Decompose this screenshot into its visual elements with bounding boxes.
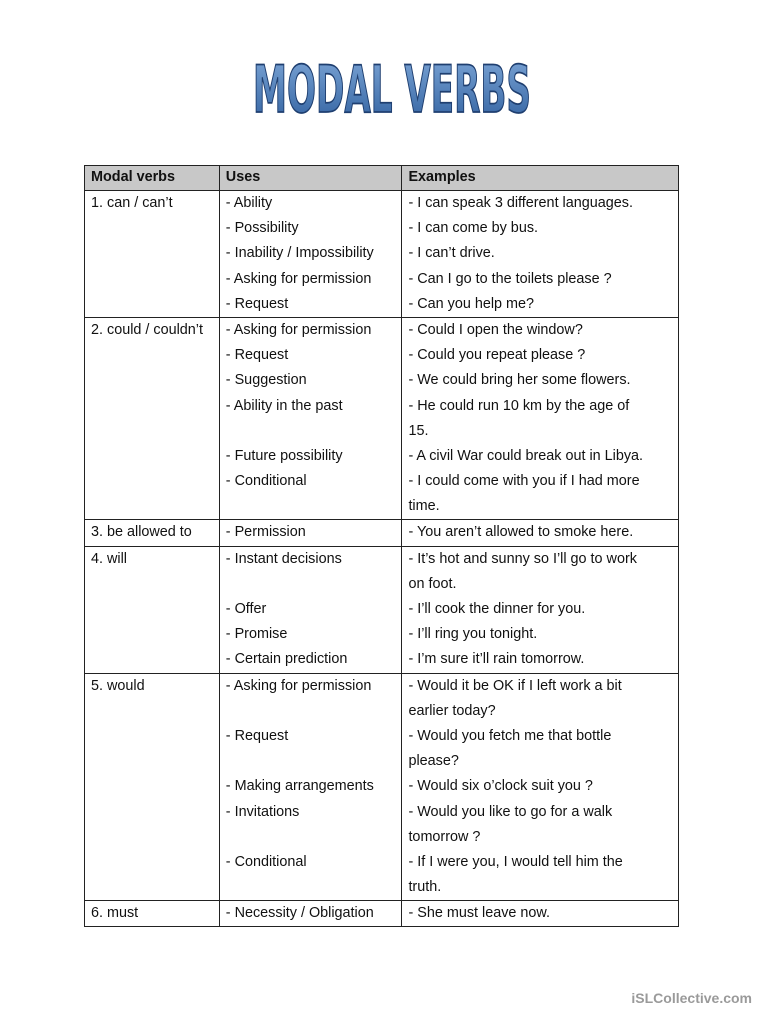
- use-line: - Request: [225, 295, 289, 312]
- modal-verb-label: 2. could / couldn’t: [91, 321, 203, 338]
- table-header-row: [85, 166, 679, 191]
- example-line: earlier today?: [408, 702, 496, 719]
- example-line: truth.: [408, 879, 442, 896]
- uses-cell: [219, 317, 402, 520]
- example-line: - Could you repeat please ?: [408, 347, 586, 364]
- page-title: MODAL VERBS: [253, 52, 532, 128]
- use-line: - Asking for permission: [225, 321, 372, 338]
- example-line: time.: [408, 498, 440, 515]
- example-line: - It’s hot and sunny so I’ll go to work: [408, 550, 637, 567]
- use-line: - Future possibility: [225, 447, 343, 464]
- examples-cell: [402, 191, 679, 318]
- uses-cell: [219, 901, 402, 927]
- table-row: [85, 901, 679, 927]
- example-line: - A civil War could break out in Libya.: [408, 447, 644, 464]
- modal-verb-cell: [85, 901, 220, 927]
- example-line: 15.: [408, 422, 429, 439]
- use-line: - Asking for permission: [225, 677, 372, 694]
- use-line: [226, 494, 402, 519]
- header-examples: Examples: [402, 166, 679, 191]
- modal-verb-label: 3. be allowed to: [91, 524, 192, 541]
- use-line: - Instant decisions: [225, 550, 342, 567]
- use-line: - Suggestion: [225, 372, 307, 389]
- example-line: - I’ll cook the dinner for you.: [408, 601, 586, 617]
- use-line: - Making arrangements: [225, 778, 374, 795]
- modal-verb-cell: [85, 191, 220, 318]
- table-body: [85, 191, 679, 927]
- header-uses: Uses: [219, 166, 402, 191]
- example-line: - Would you like to go for a walk: [408, 803, 613, 820]
- use-line: [226, 875, 402, 900]
- example-line: - I can come by bus.: [408, 220, 539, 237]
- examples-cell: [402, 546, 679, 673]
- example-line: - You aren’t allowed to smoke here.: [408, 524, 634, 541]
- example-line: - We could bring her some flowers.: [408, 372, 631, 389]
- example-line: - I could come with you if I had more: [408, 473, 640, 490]
- use-line: - Necessity / Obligation: [225, 905, 374, 922]
- use-line: [226, 825, 402, 850]
- modal-verb-cell: [85, 317, 220, 520]
- use-line: [226, 699, 402, 724]
- uses-cell: [219, 520, 402, 546]
- example-line: - Can I go to the toilets please ?: [408, 270, 612, 287]
- examples-cell: [402, 673, 679, 901]
- use-line: - Offer: [225, 601, 267, 617]
- table-row: [85, 520, 679, 546]
- example-line: - She must leave now.: [408, 905, 551, 922]
- table-row: [85, 317, 679, 520]
- uses-cell: [219, 191, 402, 318]
- use-line: - Ability: [225, 195, 273, 211]
- example-line: tomorrow ?: [408, 828, 481, 845]
- example-line: - Could I open the window?: [408, 321, 583, 338]
- use-line: - Certain prediction: [225, 651, 348, 668]
- table-row: [85, 546, 679, 673]
- example-line: - I can’t drive.: [408, 245, 495, 262]
- use-line: - Conditional: [225, 473, 307, 490]
- modal-verbs-table: [84, 165, 679, 927]
- examples-cell: [402, 520, 679, 546]
- uses-cell: [219, 546, 402, 673]
- use-line: - Asking for permission: [225, 270, 372, 287]
- modal-verb-cell: [85, 520, 220, 546]
- table-row: [85, 673, 679, 901]
- example-line: - Would it be OK if I left work a bit: [408, 677, 622, 694]
- example-line: - He could run 10 km by the age of: [408, 397, 630, 414]
- use-line: - Invitations: [225, 803, 300, 820]
- example-line: - Can you help me?: [408, 295, 535, 312]
- uses-cell: [219, 673, 402, 901]
- modal-verb-label: 4. will: [91, 550, 127, 567]
- header-modal-verbs: Modal verbs: [85, 166, 220, 191]
- modal-verb-cell: [85, 673, 220, 901]
- modal-verb-cell: [85, 546, 220, 673]
- modal-verb-label: 6. must: [91, 905, 139, 922]
- example-line: - Would six o’clock suit you ?: [408, 778, 593, 795]
- examples-cell: [402, 317, 679, 520]
- modal-verb-label: 1. can / can’t: [91, 195, 173, 211]
- table-row: [85, 191, 679, 318]
- use-line: - Promise: [225, 626, 288, 643]
- example-line: on foot.: [408, 575, 457, 592]
- example-line: - I’ll ring you tonight.: [408, 626, 538, 643]
- use-line: [226, 572, 402, 597]
- modal-verb-label: 5. would: [91, 677, 145, 694]
- use-line: [226, 749, 402, 774]
- use-line: - Request: [225, 347, 289, 364]
- use-line: - Ability in the past: [225, 397, 343, 414]
- use-line: - Request: [225, 727, 289, 744]
- watermark: iSLCollective.com: [631, 990, 752, 1006]
- example-line: - I’m sure it’ll rain tomorrow.: [408, 651, 585, 668]
- title-wordart: [0, 52, 768, 142]
- example-line: - I can speak 3 different languages.: [408, 195, 633, 211]
- example-line: - If I were you, I would tell him the: [408, 853, 623, 870]
- use-line: - Possibility: [225, 220, 299, 237]
- examples-cell: [402, 901, 679, 927]
- use-line: - Conditional: [225, 853, 307, 870]
- title-banner: [0, 52, 768, 142]
- use-line: - Permission: [225, 524, 306, 541]
- use-line: - Inability / Impossibility: [225, 245, 374, 262]
- example-line: please?: [408, 753, 459, 770]
- use-line: [226, 419, 402, 444]
- example-line: - Would you fetch me that bottle: [408, 727, 612, 744]
